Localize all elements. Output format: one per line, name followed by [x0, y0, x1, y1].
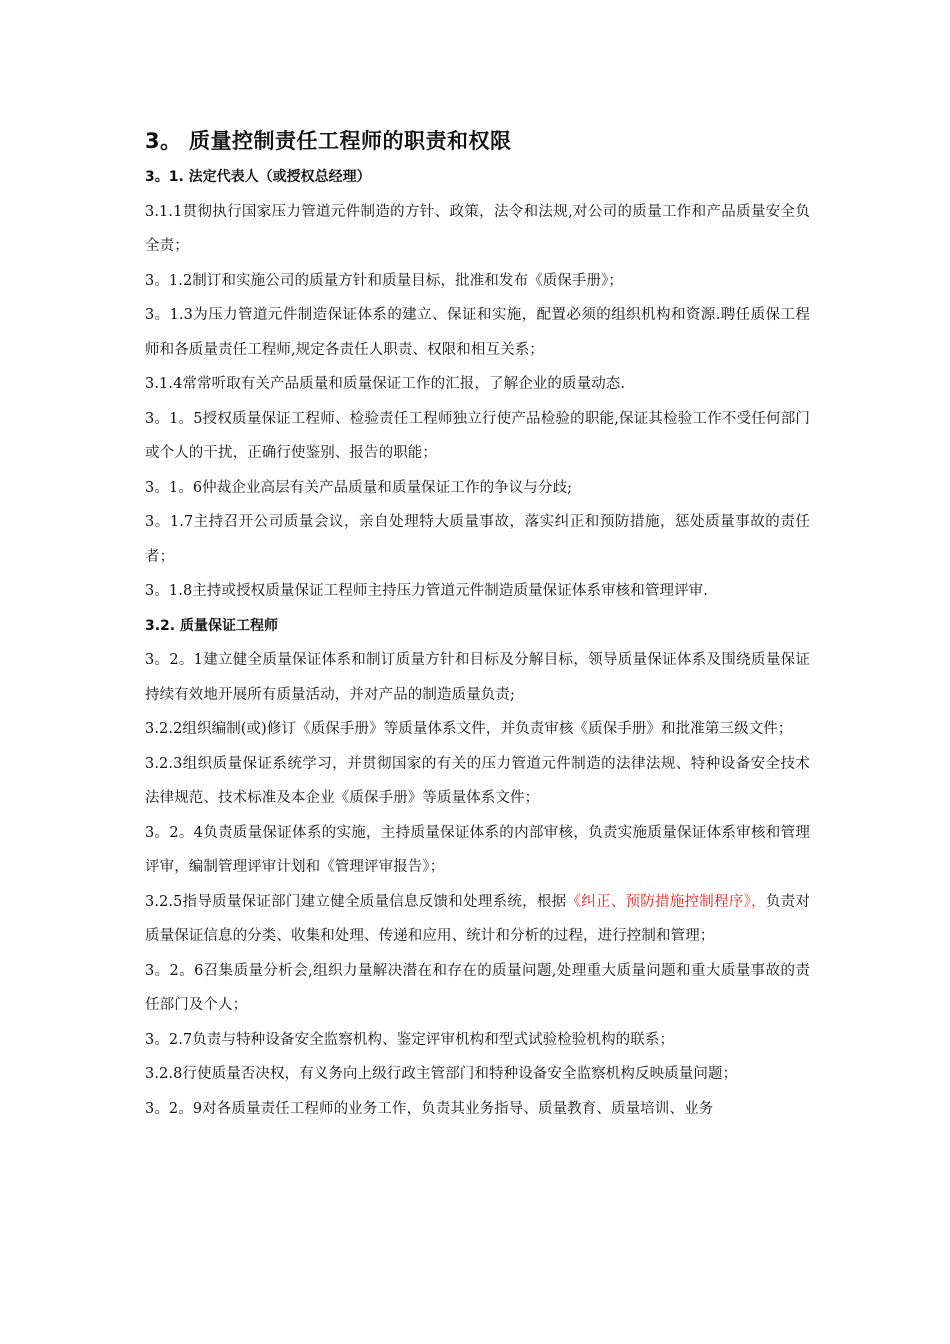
clause-3-1-2: 3。1.2制订和实施公司的质量方针和质量目标，批准和发布《质保手册》； [145, 272, 624, 289]
clause-3-1-8: 3。1.8主持或授权质量保证工程师主持压力管道元件制造质量保证体系审核和管理评审. [145, 583, 708, 599]
clause-3-2-7: 3。2.7负责与特种设备安全监察机构、鉴定评审机构和型式试验检验机构的联系； [145, 1031, 675, 1048]
document-content [145, 122, 810, 1126]
clause-3-1-7: 3。1.7主持召开公司质量会议，亲自处理特大质量事故，落实纠正和预防措施，惩处质量事故的责任者； [145, 514, 810, 565]
subsection-heading-3-1: 3。1. 法定代表人（或授权总经理） [145, 169, 371, 185]
clause-3-1-3: 3。1.3为压力管道元件制造保证体系的建立、保证和实施，配置必须的组织机构和资源.聘任质保工程师和各质量责任工程师,规定各责任人职责、权限和相互关系； [145, 307, 810, 358]
clause-3-2-4: 3。2。4负责质量保证体系的实施，主持质量保证体系的内部审核，负责实施质量保证体系审核和管理评审，编制管理评审计划和《管理评审报告》； [145, 824, 810, 875]
procedure-reference-highlight: 《纠正、预防措施控制程序》， [566, 893, 766, 910]
subsection-heading-3-2: 3.2. 质量保证工程师 [145, 617, 278, 634]
clause-3-1-4: 3.1.4常常听取有关产品质量和质量保证工作的汇报，了解企业的质量动态. [145, 376, 626, 392]
section-number: 3。 [145, 129, 182, 153]
clause-3-2-5-text-before: 3.2.5指导质量保证部门建立健全质量信息反馈和处理系统，根据 [145, 893, 567, 910]
section-heading [145, 122, 810, 160]
clause-3-2-9: 3。2。9对各质量责任工程师的业务工作，负责其业务指导、质量教育、质量培训、业务 [145, 1100, 714, 1117]
clause-3-2-5 [145, 885, 810, 954]
clause-3-2-1: 3。2。1建立健全质量保证体系和制订质量方针和目标及分解目标，领导质量保证体系及围绕质量保证持续有效地开展所有质量活动，并对产品的制造质量负责; [145, 652, 810, 703]
clause-3-2-6: 3。2。6召集质量分析会,组织力量解决潜在和存在的质量问题,处理重大质量问题和重大质量事故的责任部门及个人； [145, 962, 810, 1013]
clause-3-2-5-text-after: 负责对质量保证信息的分类、收集和处理、传递和应用、统计和分析的过程，进行控制和管理； [145, 893, 811, 944]
clause-3-1-5: 3。1。5授权质量保证工程师、检验责任工程师独立行使产品检验的职能,保证其检验工作不受任何部门或个人的干扰，正确行使鉴别、报告的职能； [145, 410, 810, 461]
clause-3-1-1: 3.1.1贯彻执行国家压力管道元件制造的方针、政策，法令和法规,对公司的质量工作和产品质量安全负全责； [145, 203, 810, 254]
clause-3-2-8: 3.2.8行使质量否决权，有义务向上级行政主管部门和特种设备安全监察机构反映质量问题； [145, 1066, 738, 1082]
clause-3-2-2: 3.2.2组织编制(或)修订《质保手册》等质量体系文件，并负责审核《质保手册》和批准第三级文件； [145, 721, 793, 737]
clause-3-2-3: 3.2.3组织质量保证系统学习，并贯彻国家的有关的压力管道元件制造的法律法规、特种设备安全技术法律规范、技术标准及本企业《质保手册》等质量体系文件； [145, 755, 810, 806]
clause-3-1-6: 3。1。6仲裁企业高层有关产品质量和质量保证工作的争议与分歧; [145, 479, 573, 496]
section-title: 质量控制责任工程师的职责和权限 [189, 129, 512, 153]
